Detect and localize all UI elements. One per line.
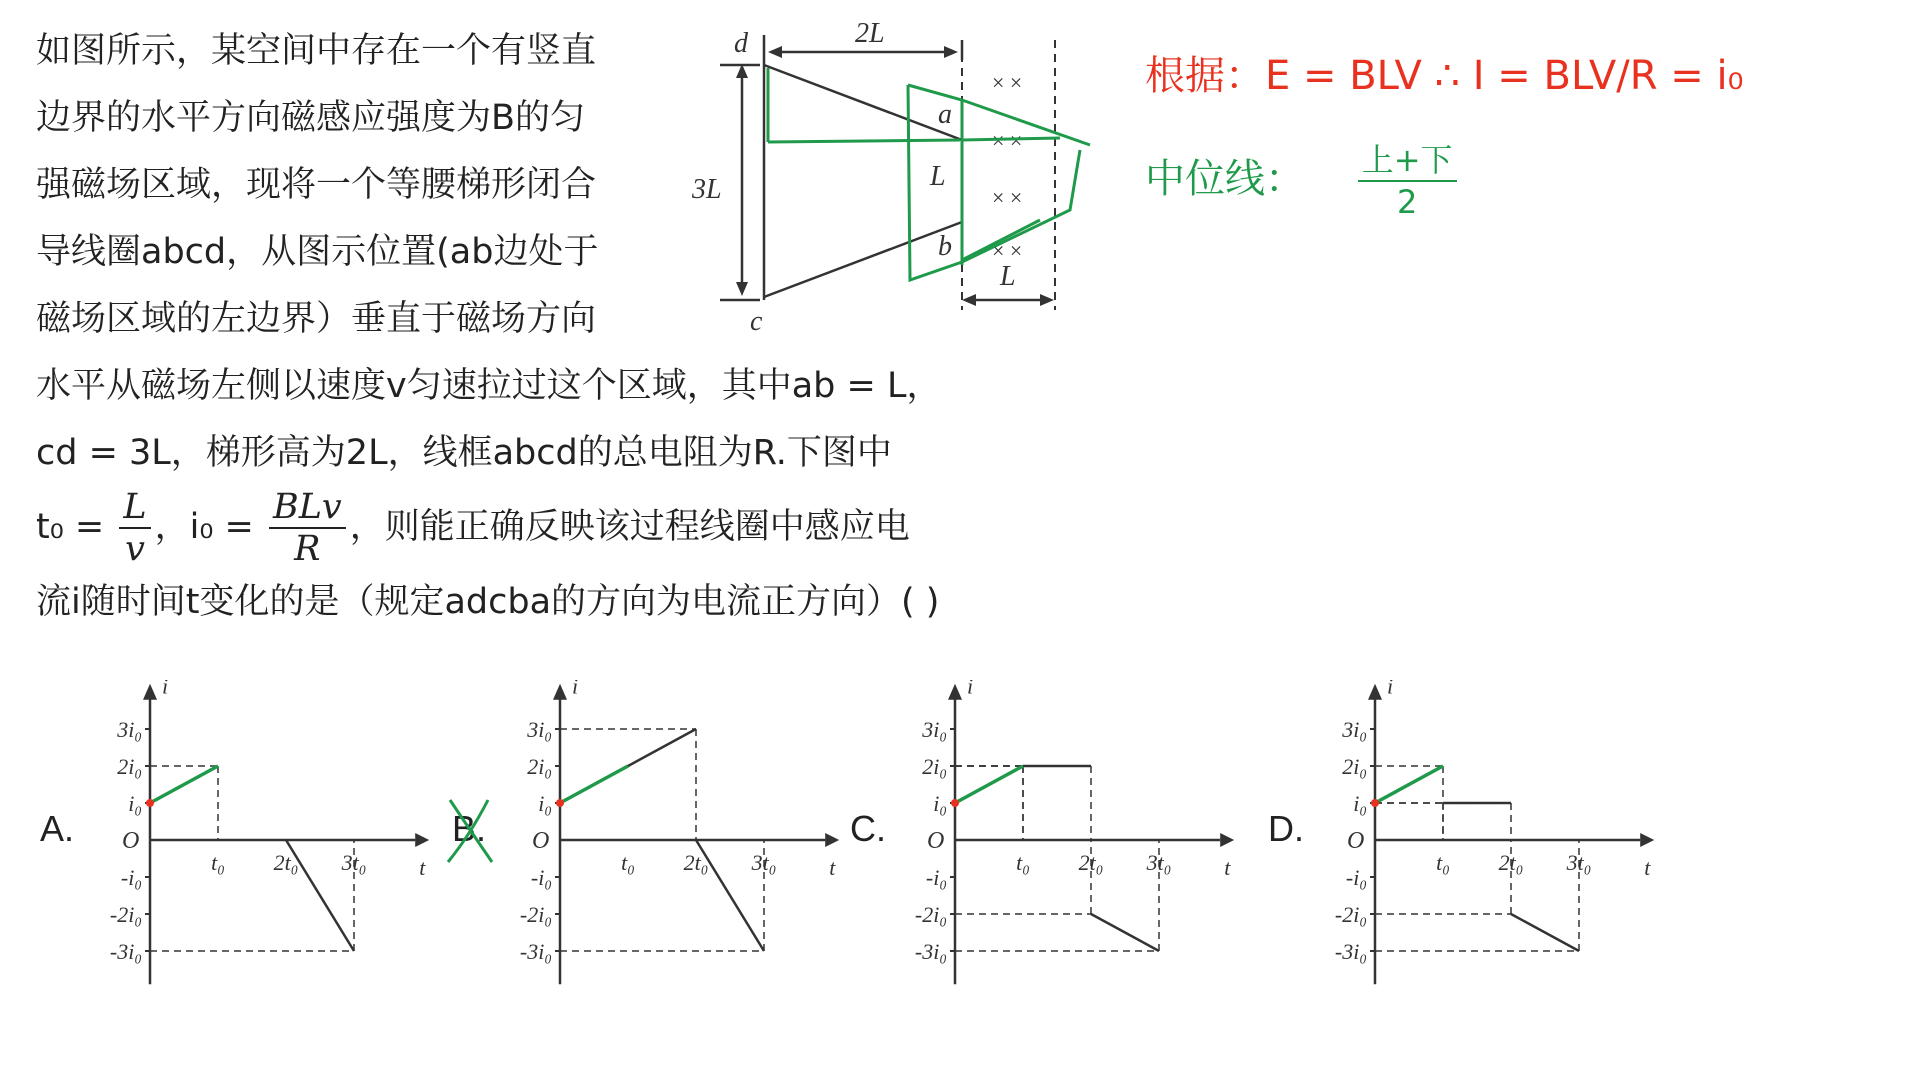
y-tick-label: -3i₀ [109,939,142,964]
chart-option-c [885,680,1245,1000]
green-pen-stroke [1375,766,1443,803]
y-axis-arrow [1368,684,1382,700]
problem-line-4: 导线圈abcd，从图示位置(ab边处于 [36,232,599,272]
x-tick-label: t₀ [621,850,635,875]
green-pen-stroke [150,766,218,803]
y-tick-label: -2i₀ [109,902,142,927]
origin-label: O [927,828,945,854]
red-start-dot [556,799,564,807]
origin-label: O [1347,828,1365,854]
chart-option-b [490,680,850,1000]
x-tick-label: 3t₀ [751,850,777,875]
y-tick-label: 3i₀ [527,717,552,742]
x-tick-label: t₀ [211,850,225,875]
origin-label: O [122,828,140,854]
green-annotation-label: 中位线： [1145,156,1305,202]
y-tick-label: i₀ [128,791,142,816]
y-tick-label: -i₀ [925,865,947,890]
y-axis-arrow [948,684,962,700]
fraction-BLv-over-R [269,487,346,569]
green-pen-stroke [560,766,628,803]
x-tick-label: 2t₀ [273,850,299,875]
x-tick-label: 2t₀ [683,850,709,875]
x-axis-name: t [829,855,836,880]
y-tick-label: 3i₀ [1342,717,1367,742]
fraction-L-over-v [119,487,150,569]
label-L-ab: L [930,161,946,192]
y-tick-label: -3i₀ [914,939,947,964]
y-tick-label: i₀ [933,791,947,816]
x-tick-label: 2t₀ [1078,850,1104,875]
problem-text [36,18,1056,636]
x-tick-label: 3t₀ [1146,850,1172,875]
problem-line-3: 强磁场区域，现将一个等腰梯形闭合 [36,165,597,205]
x-tick-label: 3t₀ [341,850,367,875]
red-annotation [1145,44,1744,101]
label-2L: 2L [855,18,885,49]
x-tick-label: t₀ [1016,850,1030,875]
label-a: a [938,99,952,130]
label-L-field: L [1000,261,1016,292]
y-axis-name: i [162,680,169,699]
y-tick-label: 2i₀ [527,754,552,779]
x-axis-arrow [1220,833,1234,847]
label-3L: 3L [692,174,722,205]
field-mark: × × [992,128,1023,153]
red-annotation-text: 根据：E = BLV ∴ I = BLV/R = i₀ [1145,53,1744,99]
y-tick-label: -2i₀ [1334,902,1367,927]
origin-label: O [532,828,550,854]
y-tick-label: -i₀ [1345,865,1367,890]
y-tick-label: -i₀ [120,865,142,890]
y-axis-name: i [572,680,579,699]
y-tick-label: 2i₀ [117,754,142,779]
option-d-label[interactable]: D. [1268,808,1304,849]
current-segment [1511,914,1579,951]
x-tick-label: 3t₀ [1566,850,1592,875]
x-tick-label: 2t₀ [1498,850,1524,875]
x-axis-arrow [1640,833,1654,847]
green-annotation [1145,140,1461,222]
x-axis-arrow [825,833,839,847]
red-start-dot [146,799,154,807]
y-tick-label: -2i₀ [914,902,947,927]
fraction-num: BLv [269,487,346,529]
y-tick-label: -2i₀ [519,902,552,927]
y-axis-name: i [1387,680,1394,699]
fraction-den: v [125,529,145,569]
field-mark: × × [992,70,1023,95]
problem-line-1: 如图所示，某空间中存在一个有竖直 [36,31,597,71]
y-axis-arrow [143,684,157,700]
i0-def: ，i₀ = [154,507,254,547]
y-tick-label: 2i₀ [922,754,947,779]
x-tick-label: t₀ [1436,850,1450,875]
problem-line-9: 流i随时间t变化的是（规定adcba的方向为电流正方向）( ) [36,582,940,622]
problem-line-7: cd = 3L，梯形高为2L，线框abcd的总电阻为R.下图中 [36,433,892,473]
chart-option-d [1305,680,1665,1000]
y-tick-label: 3i₀ [117,717,142,742]
y-tick-label: -i₀ [530,865,552,890]
green-fraction [1358,140,1457,222]
x-axis-name: t [1644,855,1651,880]
problem-line-8-tail: ，则能正确反映该过程线圈中感应电 [349,507,910,547]
option-a-label[interactable]: A. [40,808,75,849]
field-mark: × × [992,238,1023,263]
y-axis-name: i [967,680,974,699]
red-start-dot [1371,799,1379,807]
y-axis-arrow [553,684,567,700]
problem-line-2: 边界的水平方向磁感应强度为B的匀 [36,98,586,138]
problem-line-5: 磁场区域的左边界）垂直于磁场方向 [36,299,597,339]
problem-line-8 [36,487,1056,569]
red-start-dot [951,799,959,807]
fraction-num: L [119,487,150,529]
field-mark: × × [992,185,1023,210]
chart-option-a [80,680,440,1000]
x-axis-name: t [419,855,426,880]
option-c-label[interactable]: C. [850,808,886,849]
current-segment [1091,914,1159,951]
x-axis-arrow [415,833,429,847]
label-b: b [938,231,952,262]
y-tick-label: i₀ [538,791,552,816]
y-tick-label: -3i₀ [519,939,552,964]
y-tick-label: -3i₀ [1334,939,1367,964]
y-tick-label: 2i₀ [1342,754,1367,779]
fraction-den: 2 [1396,183,1418,221]
x-axis-name: t [1224,855,1231,880]
fraction-den: R [294,529,321,569]
fraction-num: 上+下 [1358,140,1457,182]
label-c: c [750,306,763,337]
label-d: d [734,28,748,59]
t0-def: t₀ = [36,507,105,547]
problem-line-6: 水平从磁场左侧以速度v匀速拉过这个区域，其中ab = L， [36,366,942,406]
option-b-label[interactable]: B. [452,808,487,849]
green-pen-stroke [955,766,1023,803]
y-tick-label: i₀ [1353,791,1367,816]
y-tick-label: 3i₀ [922,717,947,742]
